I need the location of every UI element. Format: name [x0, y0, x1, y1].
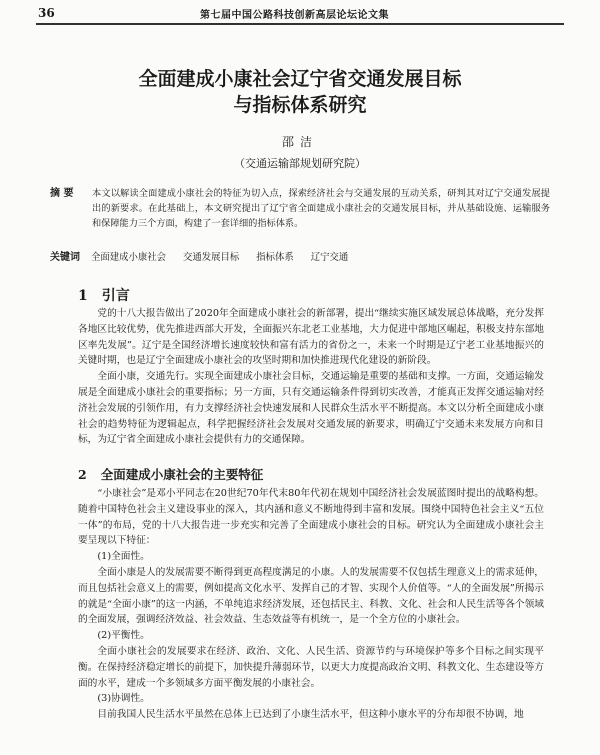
paragraph: 全面小康社会的发展要求在经济、政治、文化、人民生活、资源节约与环境保护等多个目标之间实现平衡。在保持经济稳定增长的前提下，加快提升薄弱环节，以更大力度提高政治文明、科教文化、生态建设等方面的水平，建成一个多领域多方面平衡发展的小康社会。 [78, 645, 544, 689]
section-2-title: 全面建成小康社会的主要特征 [100, 467, 264, 482]
author: 邵洁 [281, 135, 318, 149]
keyword: 全面建成小康社会 [90, 252, 166, 263]
paper-title-line-1: 全面建成小康社会辽宁省交通发展目标 [138, 68, 462, 90]
header-rule [36, 23, 564, 25]
section-1-heading [78, 285, 130, 305]
paragraph: 目前我国人民生活水平虽然在总体上已达到了小康生活水平，但这种小康水平的分布却很不协调，地 [97, 709, 524, 721]
paragraph: 党的十八大报告做出了2020年全面建成小康社会的新部署，提出“继续实施区域发展总体战略，充分发挥各地区比较优势，优先推进西部大开发，全面振兴东北老工业基地，大力促进中部地区崛起，积极支持东部地区率先发展”。辽宁是全国经济增长速度较快和富有活力的省份之一，未来一个时期是辽宁老工业基地振兴的关键时期，也是辽宁全面建成小康社会的攻坚时期和加快推进现代化建设的新阶段。 [78, 308, 544, 367]
journal-title: 第七届中国公路科技创新高层论坛论文集 [200, 10, 389, 21]
keyword: 指标体系 [256, 252, 294, 263]
paragraph: 全面小康，交通先行。实现全面建成小康社会目标，交通运输是重要的基础和支撑。一方面，交通运输发展是全面建成小康社会的重要指标；另一方面，只有交通运输条件得到切实改善，才能真正发挥交通运输对经济社会发展的引领作用，有力支撑经济社会快速发展和人民群众生活水平不断提高。本文以分析全面建成小康社会的趋势特征为逻辑起点，科学把握经济社会发展对交通发展的新要求，明确辽宁交通未来发展方向和目标，为辽宁省全面建成小康社会提供有力的交通保障。 [78, 371, 544, 446]
keywords-label: 关键词 [50, 252, 80, 263]
page-number: 36 [38, 6, 55, 20]
abstract-text: 本文以解读全面建成小康社会的特征为切入点，探索经济社会与交通发展的互动关系，研判其对辽宁交通发展提出的新要求。在此基础上，本文研究提出了辽宁省全面建成小康社会的交通发展目标，并从基础设施、运输服务和保障能力三个方面，构建了一套详细的指标体系。 [92, 188, 550, 229]
keywords [50, 248, 550, 263]
list-item-heading: (1)全面性。 [97, 551, 150, 563]
section-2-body [78, 486, 544, 723]
paragraph: “小康社会”是邓小平同志在20世纪70年代末80年代初在规划中国经济社会发展蓝图时提出的战略构想。随着中国特色社会主义建设事业的深入，其内涵和意义不断地得到丰富和发展。围绕中国特色社会主义“五位一体”的布局，党的十八大报告进一步充实和完善了全面建成小康社会的目标。研究认为全面建成小康社会主要呈现以下特征： [78, 488, 544, 547]
keyword: 辽宁交通 [310, 252, 349, 263]
list-item-heading: (3)协调性。 [97, 693, 150, 705]
section-1-body [78, 306, 544, 448]
section-2-heading [78, 465, 263, 483]
abstract [50, 186, 550, 231]
affiliation: （交通运输部规划研究院） [234, 157, 366, 170]
abstract-label: 摘 要 [50, 188, 74, 199]
section-1-number: 1 [78, 288, 88, 304]
section-2-number: 2 [78, 467, 87, 482]
keyword: 交通发展目标 [182, 252, 240, 263]
running-header [0, 0, 600, 26]
list-item-heading: (2)平衡性。 [97, 630, 150, 642]
section-1-title: 引言 [101, 288, 130, 304]
paper-title-line-2: 与指标体系研究 [233, 94, 367, 116]
paragraph: 全面小康是人的发展需要不断得到更高程度满足的小康。人的发展需要不仅包括生理意义上的需求延伸，而且包括社会意义上的需要，例如提高文化水平、发挥自己的才智、实现个人价值等。“人的全面发展”所揭示的就是“全面小康”的这一内涵，不单纯追求经济发展，还包括民主、科教、文化、社会和人民生活等各个领域的全面发展，强调经济效益、社会效益、生态效益等有机统一，是一个全方位的小康社会。 [78, 566, 544, 626]
